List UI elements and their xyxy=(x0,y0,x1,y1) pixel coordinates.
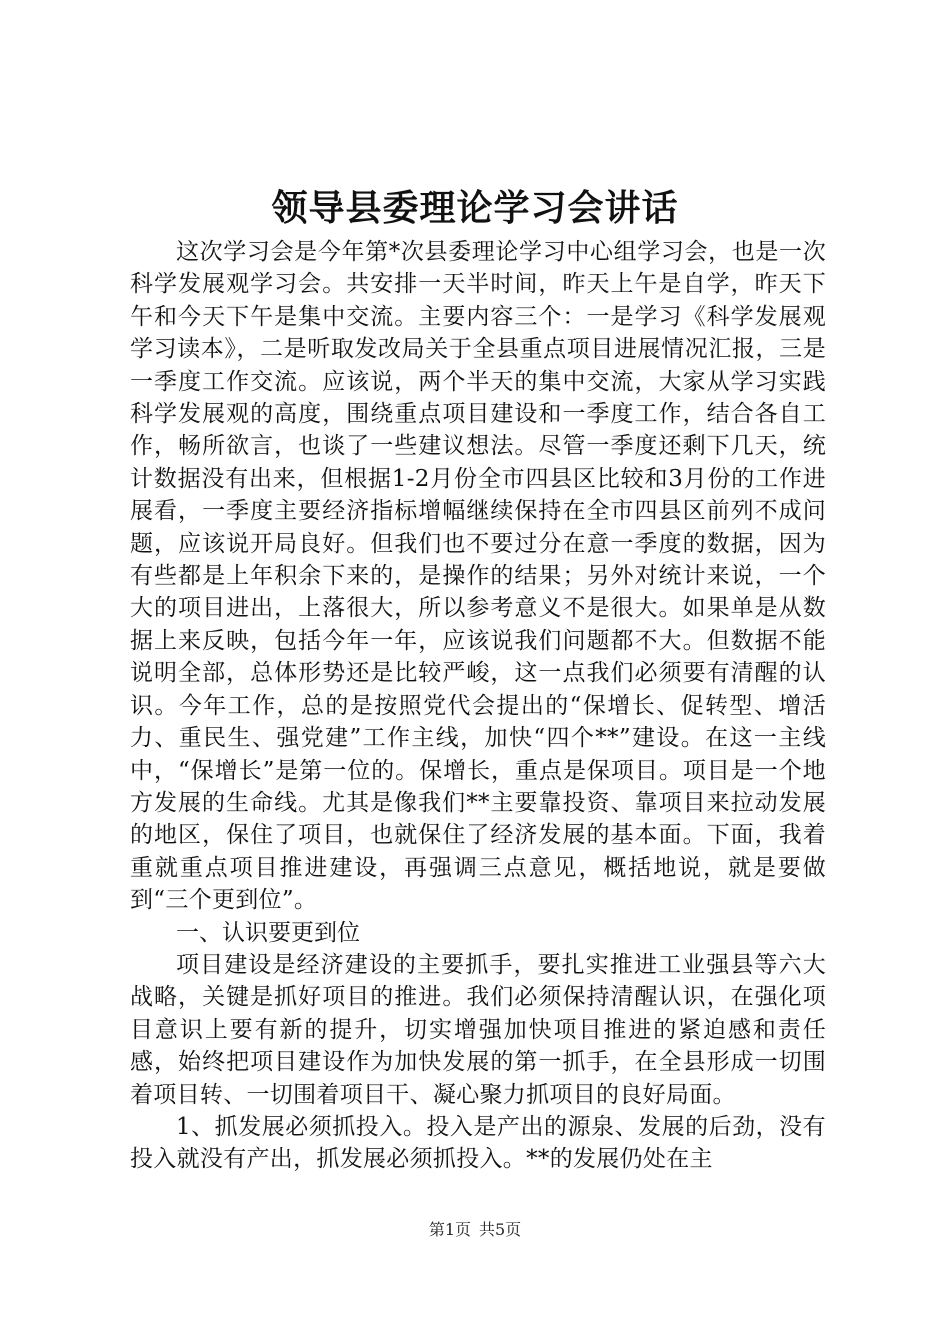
document-body xyxy=(130,236,826,1176)
document-title: 领导县委理论学习会讲话 xyxy=(271,187,679,229)
page-number: 第1页 xyxy=(428,1220,471,1239)
body-paragraph-point-1: 1、抓发展必须抓投入。投入是产出的源泉、发展的后劲，没有投入就没有产出，抓发展必须抓投入。**的发展仍处在主 xyxy=(130,1113,826,1173)
page-footer xyxy=(0,1218,950,1242)
page-total: 共5页 xyxy=(479,1220,522,1239)
body-paragraph-intro: 这次学习会是今年第*次县委理论学习中心组学习会，也是一次科学发展观学习会。共安排一天半时间，昨天上午是自学，昨天下午和今天下午是集中交流。主要内容三个：一是学习《科学发展观学习读本》，二是听取发改局关于全县重点项目进展情况汇报，三是一季度工作交流。应该说，两个半天的集中交流，大家从学习实践科学发展观的高度，围绕重点项目建设和一季度工作，结合各自工作，畅所欲言，也谈了一些建议想法。尽管一季度还剩下几天，统计数据没有出来，但根据1-2月份全市四县区比较和3月份的工作进展看，一季度主要经济指标增幅继续保持在全市四县区前列不成问题，应该说开局良好。但我们也不要过分在意一季度的数据，因为有些都是上年积余下来的，是操作的结果；另外对统计来说，一个大的项目进出，上落很大，所以参考意义不是很大。如果单是从数据上来反映，包括今年一年，应该说我们问题都不大。但数据不能说明全部，总体形势还是比较严峻，这一点我们必须要有清醒的认识。今年工作，总的是按照党代会提出的“保增长、促转型、增活力、重民生、强党建”工作主线，加快“四个**”建设。在这一主线中，“保增长”是第一位的。保增长，重点是保项目。项目是一个地方发展的生命线。尤其是像我们**主要靠投资、靠项目来拉动发展的地区，保住了项目，也就保住了经济发展的基本面。下面，我着重就重点项目推进建设，再强调三点意见，概括地说，就是要做到“三个更到位”。 xyxy=(130,239,826,914)
body-paragraph-section-1: 项目建设是经济建设的主要抓手，要扎实推进工业强县等六大战略，关键是抓好项目的推进。我们必须保持清醒认识，在强化项目意识上要有新的提升，切实增强加快项目推进的紧迫感和责任感，始终把项目建设作为加快发展的第一抓手，在全县形成一切围着项目转、一切围着项目干、凝心聚力抓项目的良好局面。 xyxy=(130,951,826,1108)
section-heading-1: 一、认识要更到位 xyxy=(176,919,360,946)
